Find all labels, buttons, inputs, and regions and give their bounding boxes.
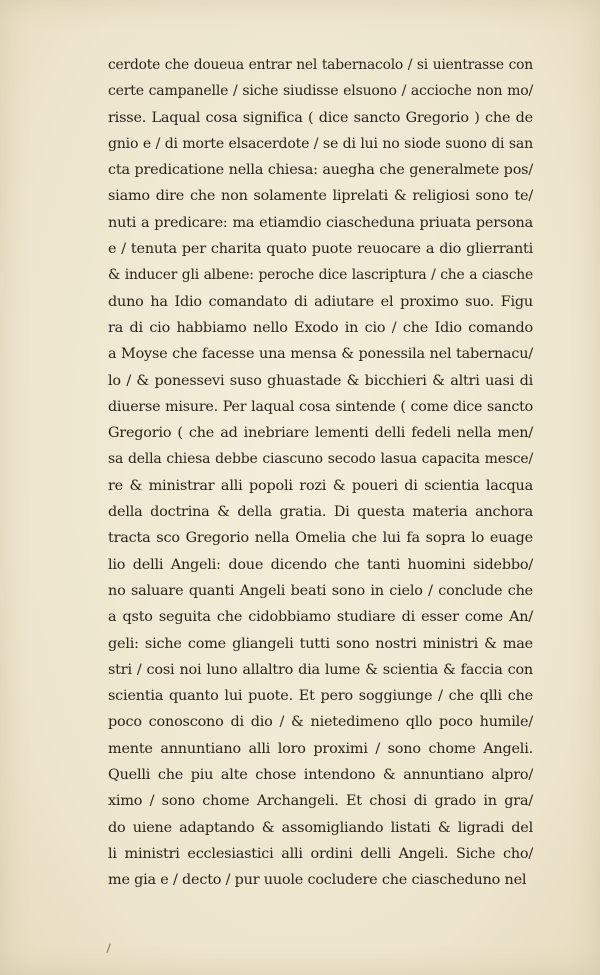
- text-line: tracta sco Gregorio nella Omelia che lui fa sopra lo euage: [108, 530, 533, 547]
- text-line: siamo dire che non solamente liprelati & religiosi sono te/: [108, 188, 533, 205]
- text-line: scientia quanto lui puote. Et pero soggiunge / che qlli che: [108, 688, 533, 705]
- text-line: mente annuntiano alli loro proximi / sono chome Angeli.: [108, 740, 533, 757]
- text-line: a Moyse che facesse una mensa & ponessila nel tabernacu/: [108, 346, 533, 363]
- text-line: lo / & ponessevi suso ghuastade & bicchieri & altri uasi di: [108, 372, 533, 389]
- text-line: poco conoscono di dio / & nietedimeno qllo poco humile/: [108, 714, 533, 731]
- text-line: certe campanelle / siche siudisse elsuono / accioche non mo/: [108, 83, 533, 100]
- text-line: ra di cio habbiamo nello Exodo in cio / che Idio comando: [108, 319, 533, 336]
- text-line: sa della chiesa debbe ciascuno secodo lasua capacita mesce/: [108, 451, 533, 468]
- text-line: a qsto seguita che cidobbiamo studiare di esser come An/: [108, 609, 533, 626]
- text-line: gnio e / di morte elsacerdote / se di lui no siode suono di san: [108, 135, 533, 152]
- text-line: Quelli che piu alte chose intendono & annuntiano alpro/: [108, 767, 533, 784]
- text-line: cerdote che doueua entrar nel tabernacolo / si uientrasse con: [108, 57, 533, 73]
- text-line: nuti a predicare: ma etiamdio ciascheduna priuata persona: [108, 214, 533, 231]
- text-line: e / tenuta per charita quato puote reuocare a dio glierranti: [108, 241, 533, 258]
- text-line: do uiene adaptando & assomigliando listati & ligradi del: [108, 819, 533, 836]
- text-line: della doctrina & della gratia. Di questa materia anchora: [108, 504, 533, 521]
- text-line: ximo / sono chome Archangeli. Et chosi di grado in gra/: [108, 793, 533, 810]
- text-line: lio delli Angeli: doue dicendo che tanti huomini sidebbo/: [108, 556, 533, 573]
- text-line: diuerse misure. Per laqual cosa sintende ( come dice sancto: [108, 398, 533, 415]
- text-line: stri / cosi noi luno allaltro dia lume & scientia & faccia con: [108, 661, 533, 678]
- text-line: risse. Laqual cosa significa ( dice sancto Gregorio ) che de: [108, 109, 533, 126]
- text-line: & inducer gli albene: peroche dice lascriptura / che a ciasche: [108, 267, 533, 284]
- text-line: no saluare quanti Angeli beati sono in cielo / conclude che: [108, 582, 533, 599]
- text-line: me gia e / decto / pur uuole cocludere che ciascheduno nel: [108, 872, 527, 889]
- body-text: [108, 52, 533, 894]
- text-line: re & ministrar alli popoli rozi & poueri di scientia lacqua: [108, 477, 533, 494]
- ink-mark: [106, 943, 114, 954]
- text-line: cta predicatione nella chiesa: auegha che generalmete pos/: [108, 162, 533, 179]
- text-line: Gregorio ( che ad inebriare lementi delli fedeli nella men/: [108, 425, 533, 442]
- text-line: li ministri ecclesiastici alli ordini delli Angeli. Siche cho/: [108, 845, 533, 862]
- text-line: duno ha Idio comandato di adiutare el proximo suo. Figu: [108, 293, 533, 310]
- text-line: geli: siche come gliangeli tutti sono nostri ministri & mae: [108, 635, 533, 652]
